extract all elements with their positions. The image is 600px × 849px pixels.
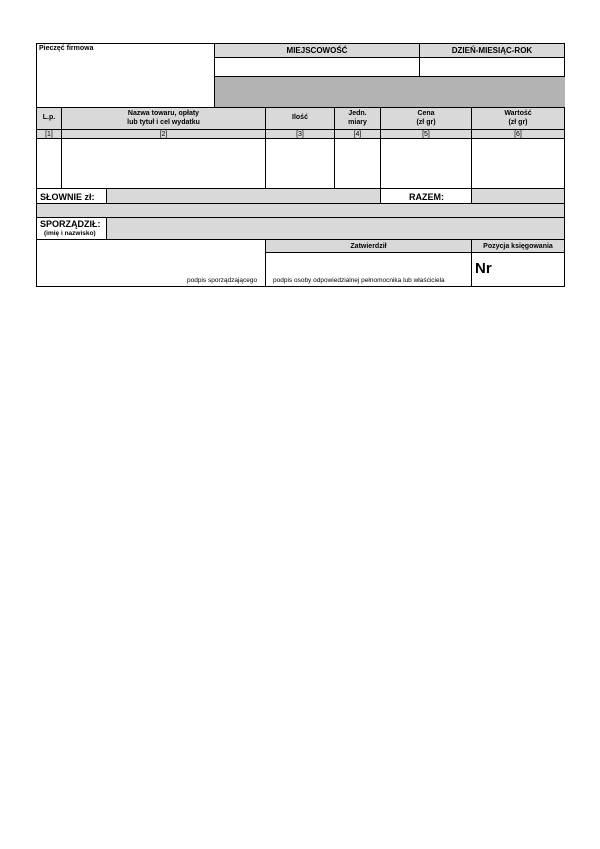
date-label: DZIEŃ-MIESIĄC-ROK [420,44,564,58]
col-num-6: [6] [514,130,522,138]
words-label: SŁOWNIE zł: [40,192,95,202]
col-header-lp: L.p. [42,114,56,122]
prepared-field[interactable] [107,218,564,239]
words-continuation[interactable] [37,204,564,217]
sum-field[interactable] [472,189,564,203]
approver-signature-area[interactable] [266,254,470,276]
col-header-price: Cena (zł gr) [416,110,436,126]
preparer-signature-area[interactable] [37,240,264,276]
col-num-2: [2] [159,130,168,138]
preparer-signature-caption: podpis sporządzającego [187,277,258,284]
prepared-sublabel: (imię i nazwisko) [44,230,96,237]
sum-label: RAZEM: [409,192,444,202]
place-field[interactable] [216,59,418,76]
cell-price[interactable] [381,139,471,188]
col-header-value: Wartość (zł gr) [504,110,532,126]
words-field[interactable] [107,189,380,203]
header-gray-band [215,77,565,107]
place-label: MIEJSCOWOŚĆ [215,44,419,58]
col-num-5: [5] [422,130,430,138]
approver-signature-caption: podpis osoby odpowiedzialnej pełnomocnika lub właściciela [273,277,445,284]
col-num-3: [3] [296,130,304,138]
col-num-4: [4] [353,130,362,138]
prepared-label: SPORZĄDZIŁ: [40,219,101,229]
col-header-name: Nazwa towaru, opłaty lub tytuł i cel wydatku [127,110,200,126]
cell-name[interactable] [62,139,265,188]
date-field[interactable] [421,59,564,76]
cell-lp[interactable] [37,139,61,188]
col-header-unit: Jedn. miary [348,110,367,126]
col-num-1: [1] [45,130,53,138]
approved-label: Zatwierdził [266,240,471,253]
cell-qty[interactable] [266,139,334,188]
cell-unit[interactable] [335,139,380,188]
posting-nr-field[interactable] [493,254,563,286]
col-header-qty: Ilość [292,114,308,122]
posting-nr-label: Nr [475,260,492,277]
company-stamp-label: Pieczęć firmowa [39,45,94,52]
cell-value[interactable] [472,139,564,188]
posting-label: Pozycja księgowania [472,240,564,253]
